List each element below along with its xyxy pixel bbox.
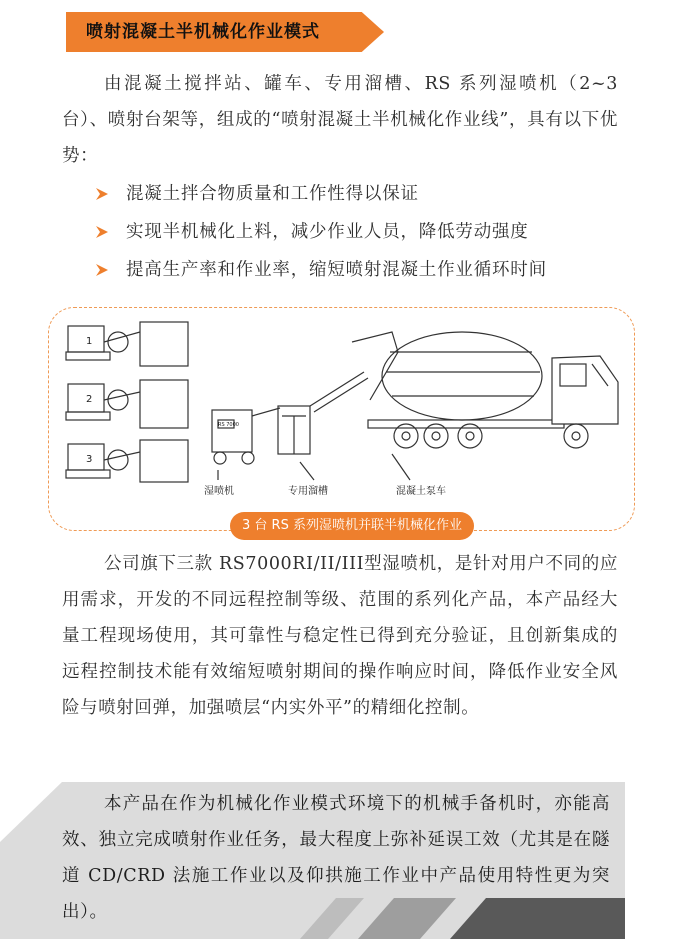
sprayer-unit-2	[66, 384, 140, 420]
machine-number-1: 1	[86, 336, 93, 347]
side-sprayer	[212, 408, 280, 464]
sprayer-unit-3	[66, 444, 140, 478]
bullet-text: 混凝土拌合物质量和工作性得以保证	[126, 184, 419, 204]
mixer-truck	[352, 332, 618, 448]
arrow-bullet-icon	[96, 188, 108, 200]
face-panel	[140, 322, 188, 366]
arrow-bullet-icon	[96, 264, 108, 276]
bullet-text: 提高生产率和作业率，缩短喷射混凝土作业循环时间	[126, 260, 547, 280]
face-panel	[140, 380, 188, 428]
work-line-diagram	[52, 312, 632, 512]
label-sprayer: 湿喷机	[204, 486, 234, 497]
intro-paragraph: 由混凝土搅拌站、罐车、专用溜槽、RS 系列湿喷机（2~3台）、喷射台架等，组成的“喷射混凝土半机械化作业线”，具有以下优势：	[62, 74, 618, 166]
grey-panel-fold	[0, 782, 62, 939]
list-item	[96, 214, 547, 252]
label-truck: 混凝土泵车	[396, 486, 446, 497]
arrow-bullet-icon	[96, 226, 108, 238]
chute-stand	[278, 372, 368, 454]
label-chute: 专用溜槽	[288, 486, 328, 497]
highlight-paragraph: 本产品在作为机械化作业模式环境下的机械手备机时，亦能高效、独立完成喷射作业任务，最大程度上弥补延误工效（尤其是在隧道 CD/CRD 法施工作业以及仰拱施工作业中产品使用特性更为突出）。	[62, 794, 610, 922]
list-item	[96, 252, 547, 290]
page-title: 喷射混凝土半机械化作业模式	[86, 22, 320, 42]
body-paragraph: 公司旗下三款 RS7000RI/II/III型湿喷机，是针对用户不同的应用需求，开发的不同远程控制等级、范围的系列化产品，本产品经大量工程现场使用，其可靠性与稳定性已得到充分验证，且创新集成的远程控制技术能有效缩短喷射期间的操作响应时间，降低作业安全风险与喷射回弹，加强喷层“内实外平”的精细化控制。	[62, 554, 618, 718]
sprayer-unit-1	[66, 326, 140, 360]
advantage-list	[96, 176, 547, 290]
plate-text: RS 7000	[218, 422, 239, 428]
figure-caption: 3 台 RS 系列湿喷机并联半机械化作业	[230, 512, 474, 540]
machine-number-2: 2	[86, 394, 93, 405]
machine-number-3: 3	[86, 454, 93, 465]
face-panel	[140, 440, 188, 482]
bullet-text: 实现半机械化上料，减少作业人员，降低劳动强度	[126, 222, 529, 242]
list-item	[96, 176, 547, 214]
